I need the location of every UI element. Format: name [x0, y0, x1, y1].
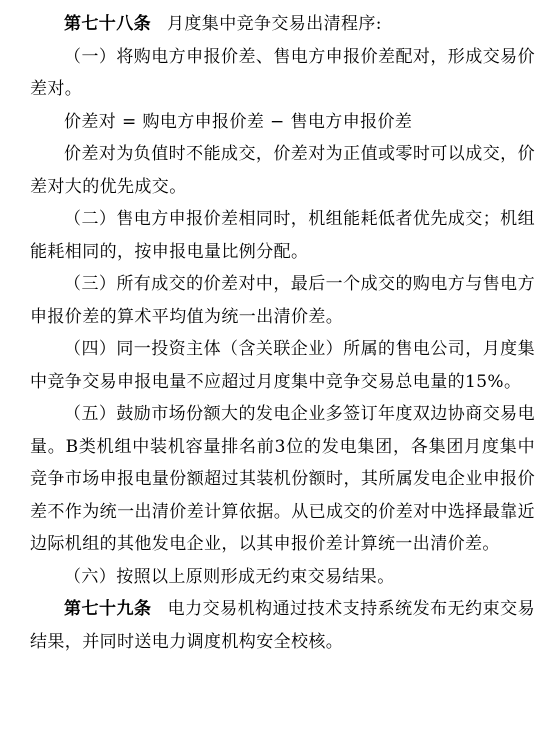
article-number: 第七十八条	[64, 14, 151, 34]
clause-3: （三）所有成交的价差对中，最后一个成交的购电方与售电方申报价差的算术平均值为统一出清价差。	[30, 274, 535, 327]
clause-4: （四）同一投资主体（含关联企业）所属的售电公司，月度集中竞争交易申报电量不应超过月度集中竞争交易总电量的15%。	[30, 339, 535, 392]
formula-line: 价差对 = 购电方申报价差 − 售电方申报价差	[64, 111, 413, 132]
clause-1-detail: 价差对为负值时不能成交，价差对为正值或零时可以成交，价差对大的优先成交。	[30, 144, 535, 197]
article-79	[30, 593, 535, 658]
document-body	[30, 8, 535, 658]
article-text: 月度集中竞争交易出清程序:	[167, 14, 382, 34]
article-78-heading	[30, 8, 535, 41]
article-number: 第七十九条	[64, 599, 152, 619]
clause-6: （六）按照以上原则形成无约束交易结果。	[64, 566, 395, 587]
article-text: 电力交易机构通过技术支持系统发布无约束交易结果，并同时送电力调度机构安全校核。	[30, 599, 535, 652]
clause-1: （一）将购电方申报价差、售电方申报价差配对，形成交易价差对。	[30, 46, 535, 99]
clause-2: （二）售电方申报价差相同时，机组能耗低者优先成交；机组能耗相同的，按申报电量比例分配。	[30, 209, 535, 262]
clause-5: （五）鼓励市场份额大的发电企业多签订年度双边协商交易电量。B类机组中装机容量排名前3位的发电集团，各集团月度集中竞争市场申报电量份额超过其装机份额时，其所属发电企业申报价差不作为统一出清价差计算依据。从已成交的价差对中选择最靠近边际机组的其他发电企业，以其申报价差计算统一出清价差。	[30, 404, 535, 554]
